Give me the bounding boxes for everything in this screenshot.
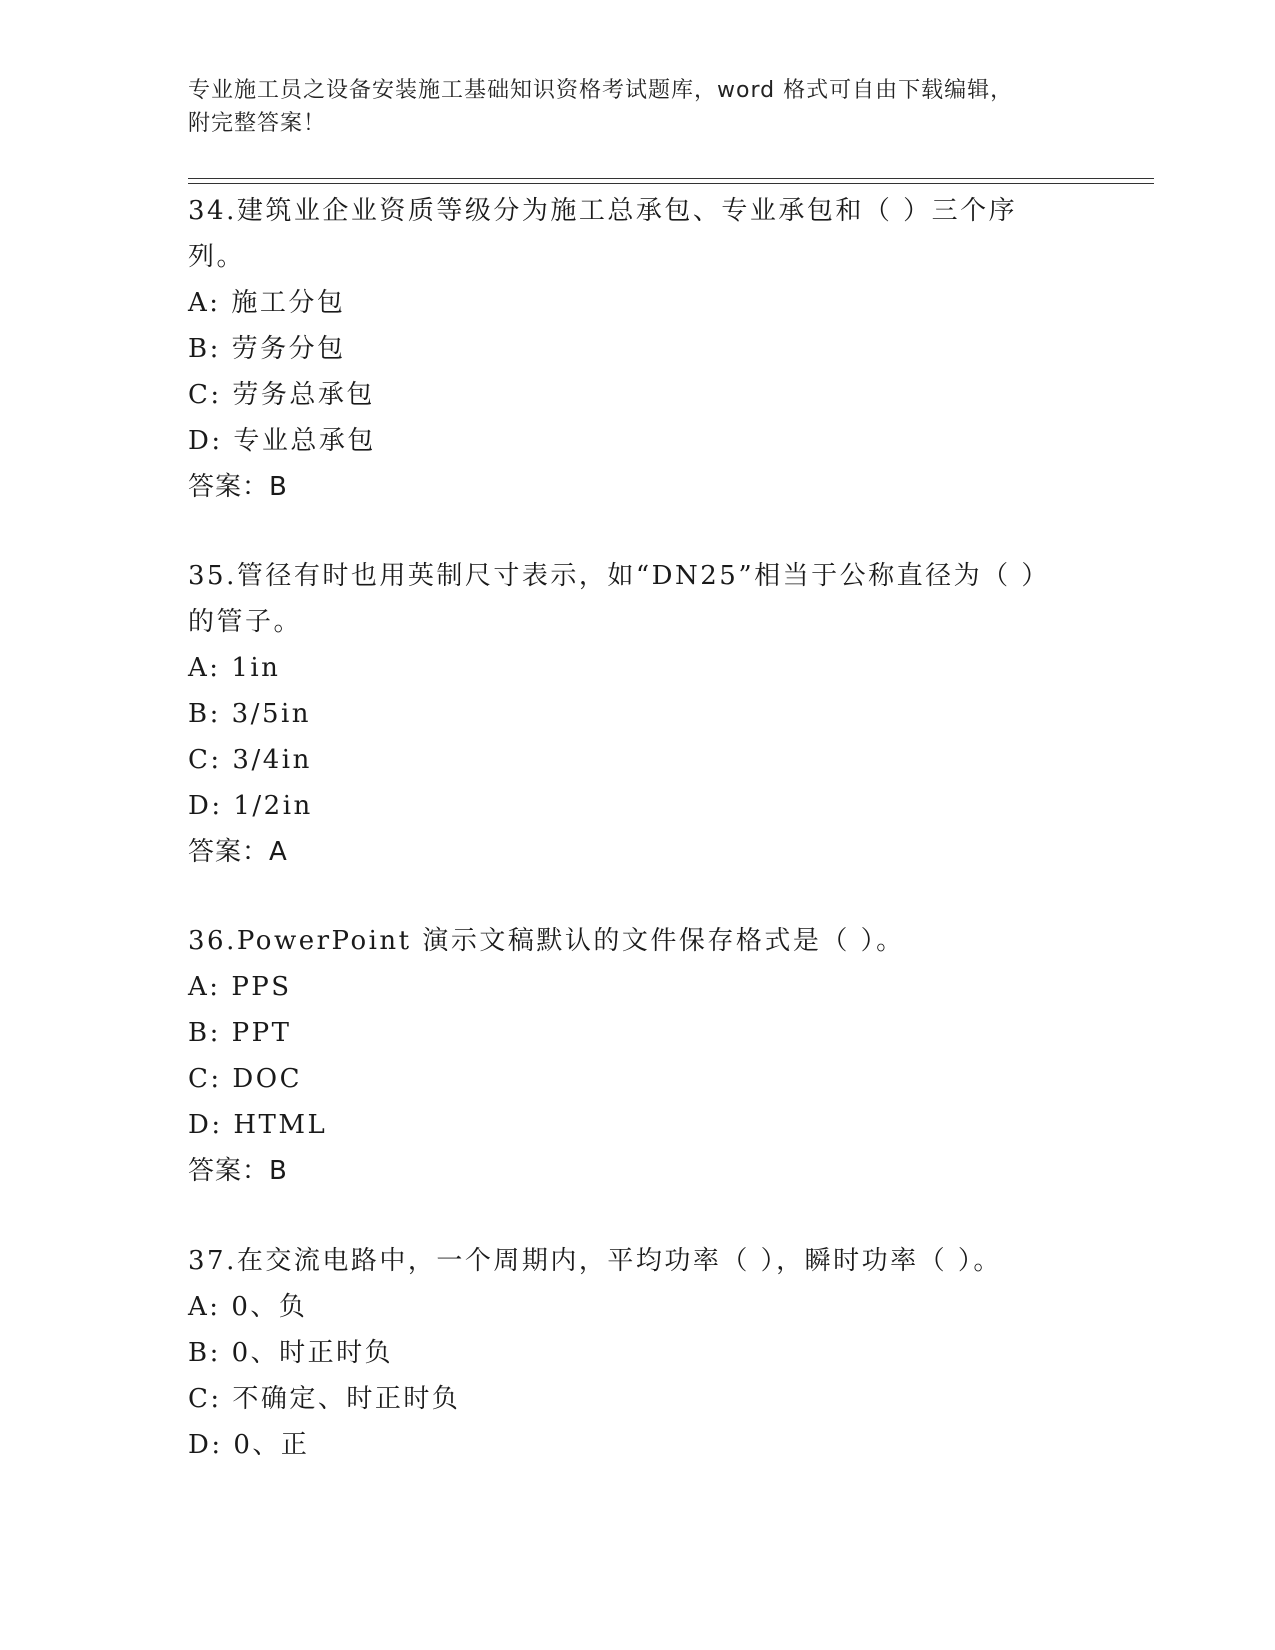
answer-line: 答案：A [188,837,288,867]
option-text: 劳务分包 [231,334,346,364]
header-line-1: 专业施工员之设备安装施工基础知识资格考试题库，word 格式可自由下载编辑， [188,78,1014,103]
option-letter: A: [188,288,221,318]
option-c [188,1056,1068,1102]
question-34 [188,188,1068,510]
option-text: 0、时正时负 [231,1338,394,1368]
option-letter: D: [188,1110,223,1140]
option-d [188,1422,1068,1468]
document-header [188,74,1068,140]
option-letter: D: [188,1430,223,1460]
option-letter: C: [188,380,222,410]
option-letter: B: [188,1018,221,1048]
option-text: 3/4in [232,745,312,775]
option-letter: C: [188,745,222,775]
option-letter: C: [188,1384,222,1414]
option-text: 3/5in [231,699,312,729]
option-b [188,1330,1068,1376]
question-text: 36.PowerPoint 演示文稿默认的文件保存格式是（ ）。 [188,926,905,956]
question-text: 37.在交流电路中，一个周期内，平均功率（ ），瞬时功率（ ）。 [188,1246,1002,1276]
option-a [188,964,1068,1010]
option-text: 0、负 [231,1292,308,1322]
header-line-2: 附完整答案！ [188,111,327,136]
question-text: 34.建筑业企业资质等级分为施工总承包、专业承包和（ ）三个序列。 [188,196,1018,272]
option-text: HTML [233,1110,328,1140]
header-divider-top [188,178,1154,179]
option-d [188,418,1068,464]
option-a [188,645,1068,691]
option-letter: D: [188,426,223,456]
option-text: PPT [231,1018,292,1048]
question-37 [188,1238,1068,1468]
option-letter: A: [188,1292,221,1322]
option-letter: B: [188,334,221,364]
option-b [188,326,1068,372]
option-letter: A: [188,653,221,683]
answer-line: 答案：B [188,472,288,502]
question-36 [188,918,1068,1194]
option-d [188,1102,1068,1148]
question-text: 35.管径有时也用英制尺寸表示，如“DN25”相当于公称直径为（ ）的管子。 [188,561,1050,637]
option-letter: D: [188,791,223,821]
option-text: 专业总承包 [233,426,376,456]
option-a [188,1284,1068,1330]
option-c [188,737,1068,783]
option-letter: A: [188,972,221,1002]
option-letter: C: [188,1064,222,1094]
option-c [188,1376,1068,1422]
option-a [188,280,1068,326]
option-c [188,372,1068,418]
option-text: 劳务总承包 [232,380,375,410]
option-d [188,783,1068,829]
option-text: 1/2in [233,791,313,821]
answer-line: 答案：B [188,1156,288,1186]
option-b [188,1010,1068,1056]
option-text: 施工分包 [231,288,346,318]
option-letter: B: [188,1338,221,1368]
option-text: 1in [231,653,281,683]
header-divider-bottom [188,183,1154,184]
option-text: 不确定、时正时负 [232,1384,461,1414]
option-letter: B: [188,699,221,729]
option-text: PPS [231,972,292,1002]
question-35 [188,553,1068,875]
option-text: 0、正 [233,1430,310,1460]
option-text: DOC [232,1064,302,1094]
option-b [188,691,1068,737]
